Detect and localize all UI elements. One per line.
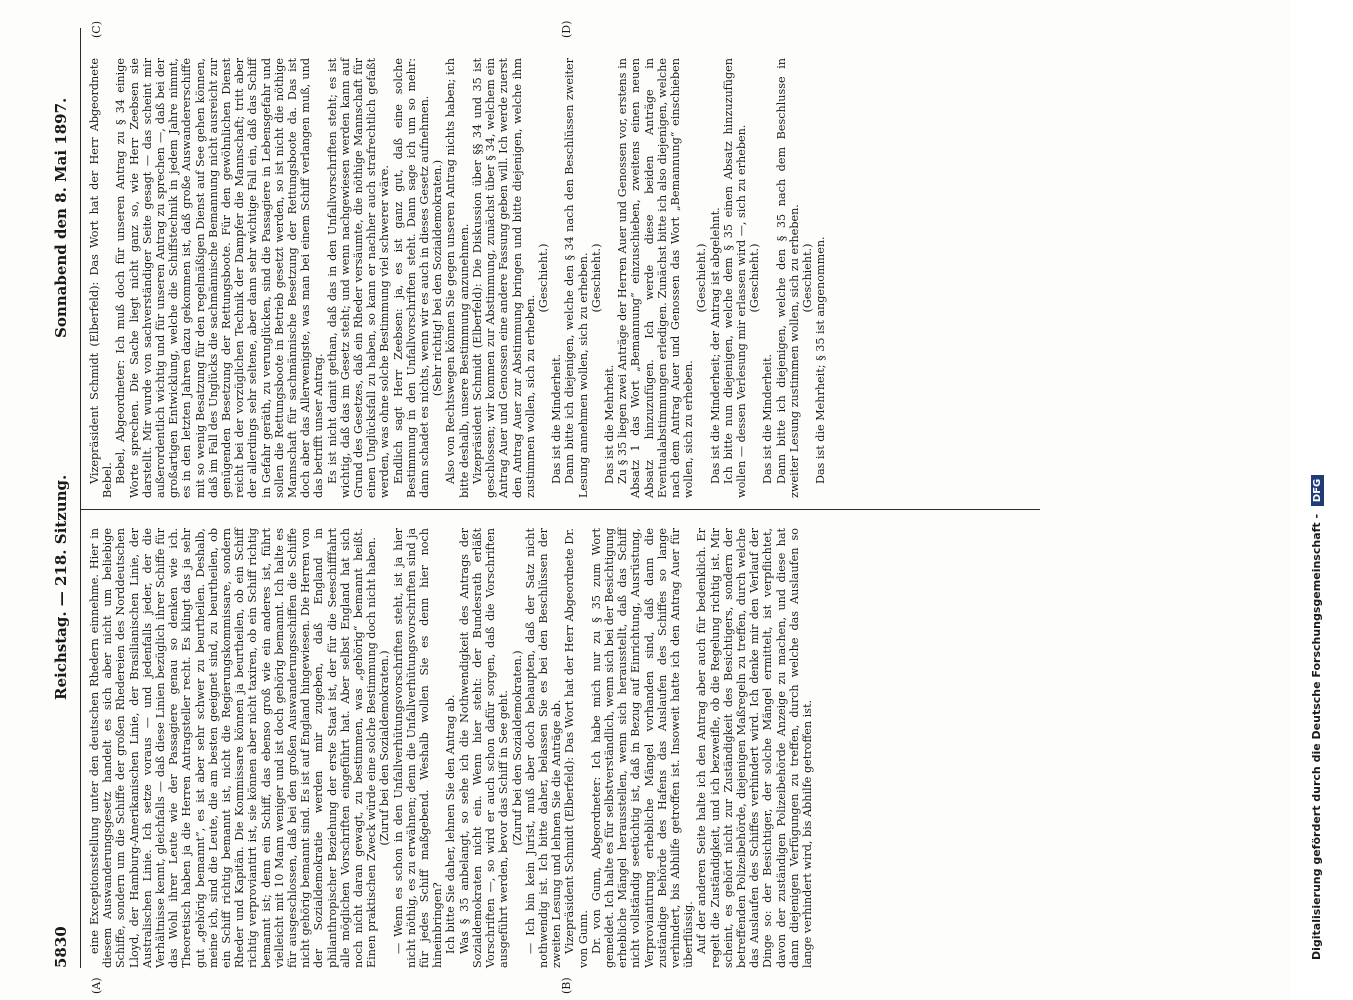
- interjection: (Geschieht.): [695, 243, 709, 313]
- paragraph: Das ist die Mehrheit.: [602, 364, 616, 484]
- paragraph: Es ist nicht damit gethan, daß das in den Unfallvorschriften steht; es ist wichtig, daß das im Gesetz steht; und wenn nachgewiesen werden kann auf Grund des Gesetzes, daß ein Rheder versäumte, die nöthige Mannschaft für einen Unglücksfall zu haben, so kann er nachher auch strafrechtlich gefaßt werden, was ohne solche Bestimmung viel schwerer wäre.: [325, 58, 392, 498]
- paragraph: Das ist die Minderheit.: [550, 353, 564, 484]
- left-column: [88, 528, 814, 968]
- interjection: (Geschieht.): [589, 243, 603, 313]
- margin-mark-c: (C): [90, 21, 103, 38]
- paragraph: Endlich sagt Herr Zeebsen: ja, es ist ganz gut, daß eine solche Bestimmung in den Unfallvorschriften steht. Dann sage ich um so mehr: dann schadet es nichts, wenn wir es auch in dieses Gesetz aufnehmen.: [391, 58, 432, 498]
- paragraph: Das ist die Minderheit.: [761, 353, 775, 484]
- speaker-paragraph: Vizepräsident Schmidt (Elberfeld): Das Wort hat der Herr Abgeordnete Bebel.: [88, 58, 115, 498]
- interjection: (Sehr richtig! bei den Sozialdemokraten.): [431, 159, 445, 397]
- header-left-title: Reichstag. — 218. Sitzung.: [52, 474, 70, 700]
- speaker-paragraph: Bebel, Abgeordneter: Ich muß doch für unseren Antrag zu § 34 einige Worte sprechen. Die Sache liegt nicht ganz so, wie Herr Zeebsen sie darstellt. Mir wurde von sachverständiger Seite gesagt — das scheint mir außerordentlich wichtig und für unseren Antrag zu sprechen —, daß bei der großartigen Entwicklung, welche die Schiffstechnik in jedem Jahre nimmt, es in den letzten Jahren dazu gekommen ist, daß große Auswandererschiffe mit so wenig Besatzung für den regelmäßigen Dienst auf See gehen können, daß im Fall des Unglücks die sachmännische Bemannung nicht ausreicht zur genügenden Besetzung der Rettungsboote. Für den gewöhnlichen Dienst reicht bei der vorzüglichen Technik der Dampfer die Mannschaft; tritt aber der allerdings sehr seltene, aber dann sehr wichtige Fall ein, daß das Schiff in Gefahr geräth, zu verunglücken, sind die Passagiere in Lebensgefahr und sollen die Rettungsboote in Betrieb gesetzt werden, so ist nicht die nöthige Mannschaft für sachmännische Besetzung der Rettungsboote da. Das ist doch aber das Allerwenigste, was man bei einem Schiff verlangen muß, und das betrifft unser Antrag.: [114, 58, 326, 498]
- paragraph: Also von Rechtswegen können Sie gegen unseren Antrag nichts haben; ich bitte deshalb, unsere Bestimmung anzunehmen.: [444, 58, 471, 498]
- speaker-paragraph: Dr. von Gunn, Abgeordneter: Ich habe mich nur zu § 35 zum Wort gemeldet. Ich halte es für selbstverständlich, wenn sich bei der Besichtigung erhebliche Mängel herausstellen, wenn sich herausstellt, daß das Schiff nicht vollständig seetüchtig ist, daß in Bezug auf Einrichtung, Ausrüstung, Verproviantirung erhebliche Mängel vorhanden sind, daß dann die zuständige Behörde des Hafens das Auslaufen des Schiffes so lange verhindert, bis Abhilfe getroffen ist. Insoweit hatte ich den Antrag Auer für überflüssig.: [589, 528, 696, 968]
- paragraph: Ich bitte nun diejenigen, welche dem § 35 einen Absatz hinzuzufügen wollen — dessen Verlesung mir erlassen wird —, sich zu erheben.: [721, 58, 748, 498]
- digitization-stamp-text: Digitalisierung gefördert durch die Deutsche Forschungsgemeinschaft -: [1310, 513, 1323, 960]
- speaker-paragraph: Vizepräsident Schmidt (Elberfeld): Die Diskussion über §§ 34 und 35 ist geschlossen; wir kommen zur Abstimmung, zunächst über § 34, welchem ein Antrag Auer und Genossen eine andere Fassung geben will. Ich werde zuerst den Antrag Auer zur Abstimmung bringen und bitte diejenigen, welche ihm zustimmen wollen, sich zu erheben.: [470, 58, 537, 498]
- paragraph: Was § 35 anbelangt, so sehe ich die Nothwendigkeit des Antrags der Sozialdemokraten nicht ein. Wenn hier steht: der Bundesrath erläßt Vorschriften —, so wird er auch schon dafür sorgen, daß die Vorschriften ausgeführt werden, bevor das Schiff in See geht.: [457, 528, 511, 968]
- paragraph: Ich bitte Sie daher, lehnen Sie den Antrag ab.: [444, 694, 458, 954]
- paragraph: Das ist die Mehrheit; § 35 ist angenommen.: [814, 236, 828, 484]
- right-column: [88, 58, 827, 498]
- page-number: 5830: [52, 926, 70, 968]
- interjection: (Geschieht.): [800, 243, 814, 313]
- column-divider: [80, 509, 1040, 510]
- speaker-paragraph: Vizepräsident Schmidt (Elberfeld): Das Wort hat der Herr Abgeordnete Dr. von Gunn.: [563, 528, 590, 968]
- paragraph: Auf der anderen Seite halte ich den Antrag aber auch für bedenklich. Er regelt die Zuständigkeit, und ich bezweifle, ob die Regelung richtig ist. Mir scheint, es gehört nicht zur Zuständigkeit des Besichtigers, sondern der betreffenden Polizeibehörde, diejenigen Maßregeln zu treffen, durch welche das Auslaufen des Schiffes verhindert wird. Ich denke mir den Verlauf der Dinge so: der Besichtiger, der solche Mängel ermittelt, ist verpflichtet, davon der zuständigen Polizeibehörde Anzeige zu machen, und diese hat dann diejenigen Verfügungen zu treffen, durch welche das Auslaufen so lange verhindert wird, bis Abhilfe getroffen ist.: [695, 528, 814, 968]
- paragraph: — Ich bin kein Jurist, muß aber doch behaupten, daß der Satz nicht nothwendig ist. Ich bitte daher, belassen Sie es bei den Beschlüssen der zweiten Lesung und lehnen Sie die Anträge ab.: [523, 528, 564, 968]
- paragraph: Dann bitte ich diejenigen, welche den § 35 nach dem Beschlusse in zweiter Lesung zustimmen wollen, sich zu erheben.: [774, 58, 801, 498]
- dfg-logo: DFG: [1311, 475, 1324, 506]
- interjection: (Geschieht.): [536, 243, 550, 313]
- paragraph: eine Exceptionsstellung unter den deutschen Rhedern einnehme. Hier in diesem Auswanderungsgesetz handelt es sich aber nicht um beliebige Schiffe, sondern um die Schiffe der großen Rhedereien des Norddeutschen Lloyd, der Hamburg-Amerikanischen Linie, der Brasilianischen Linie, der Australischen Linie. Ich setze voraus — und jedenfalls jeder, der die Verhältnisse kennt, gleichfalls — daß diese Linien bezüglich ihrer Schiffe für das Wohl ihrer Leute wie der Passagiere genau so denken wie ich. Theoretisch haben ja die Herren Antragsteller recht. Es klingt das ja sehr gut „gehörig bemannt“, es ist aber sehr schwer zu beurtheilen. Deshalb, meine ich, sind die Leute, die am besten geeignet sind, zu beurtheilen, ob ein Schiff richtig bemannt ist, nicht die Regierungskommissare, sondern Rheder und Kapitän. Die Kommissare können ja beurtheilen, ob ein Schiff richtig verproviantirt ist, sie können aber nicht taxiren, ob ein Schiff richtig bemannt ist; denn ein Schiff, das ebenso groß wie ein anderes ist, führt vielleicht mit 10 Mann weniger und ist doch gehörig bemannt. Ich halte es für ausgeschlossen, daß bei den großen Auswanderungsschiffen die Schiffe nicht gehörig bemannt sind. Es ist auf England hingewiesen. Die Herren von der Sozialdemokratie werden mir zugeben, daß England in philanthropischer Beziehung der erste Staat ist, der für die Seeschifffahrt alle möglichen Vorschriften eingeführt hat. Aber selbst England hat sich noch nicht daran gewagt, zu bestimmen, was „gehörig“ bemannt heißt. Einen praktischen Zweck würde eine solche Bestimmung doch nicht haben.: [88, 528, 379, 968]
- header-right-title: Sonnabend den 8. Mai 1897.: [52, 97, 70, 338]
- digitization-stamp: [1310, 475, 1324, 960]
- margin-mark-a: (A): [90, 977, 103, 994]
- page-header: [52, 28, 76, 968]
- margin-mark-b: (B): [560, 977, 573, 994]
- header-rule: [80, 28, 81, 968]
- margin-mark-d: (D): [560, 20, 573, 38]
- paragraph: — Wenn es schon in den Unfallverhütungsvorschriften steht, ist ja hier nicht nöthig, es zu erwähnen; denn die Unfallverhütungsvorschriften sind ja für jedes Schiff maßgebend. Weshalb wollen Sie es denn hier noch hineinbringen?: [391, 528, 445, 968]
- interjection: (Geschieht.): [748, 243, 762, 313]
- interjection: (Zuruf bei den Sozialdemokraten.): [378, 650, 392, 846]
- interjection: (Zuruf bei den Sozialdemokraten.): [510, 650, 524, 846]
- paragraph: Dann bitte ich diejenigen, welche den § 34 nach den Beschlüssen zweiter Lesung annehmen wollen, sich zu erheben.: [563, 58, 590, 498]
- paragraph: Das ist die Minderheit; der Antrag ist abgelehnt.: [708, 207, 722, 484]
- paragraph: Zu § 35 liegen zwei Anträge der Herren Auer und Genossen vor, erstens in Absatz 1 das Wort „Bemannung“ einzuschieben, zweitens einen neuen Absatz hinzuzufügen. Ich werde diese beiden Anträge in Eventualabstimmungen erledigen. Zunächst bitte ich also diejenigen, welche nach dem Antrag Auer und Genossen das Wort „Bemannung“ einschieben wollen, sich zu erheben.: [616, 58, 696, 498]
